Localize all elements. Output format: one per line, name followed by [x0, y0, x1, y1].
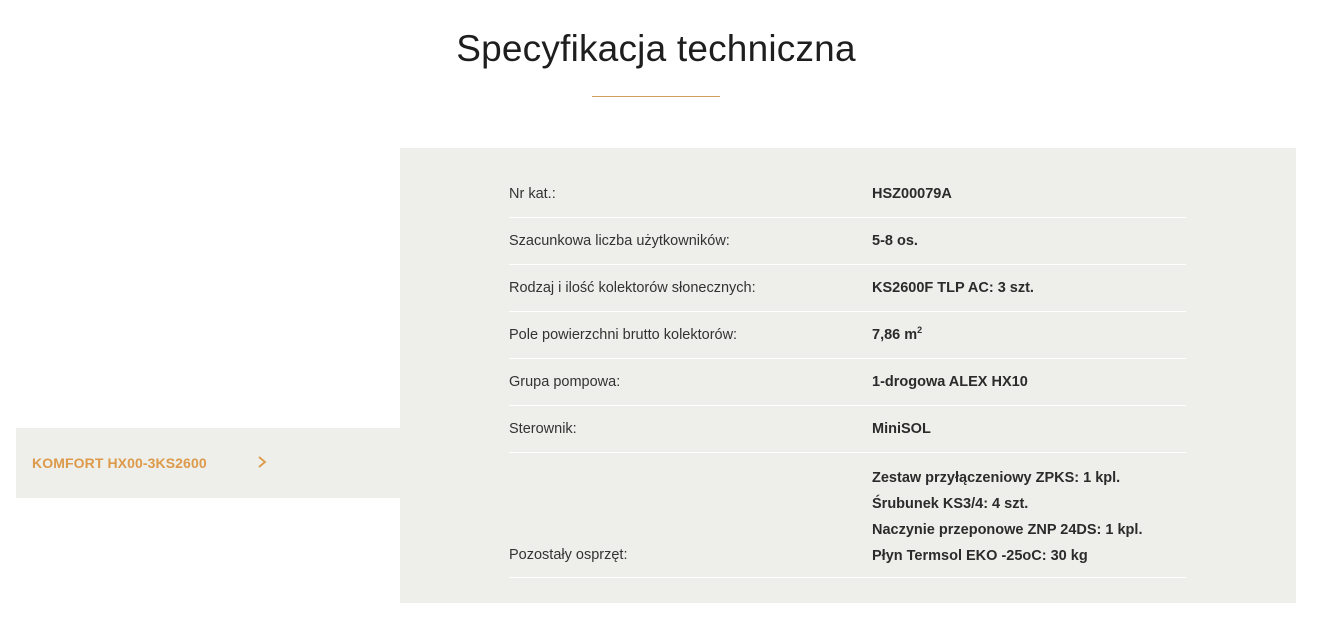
spec-value-list — [872, 453, 1186, 569]
spec-value: 1-drogowa ALEX HX10 — [872, 374, 1028, 390]
spec-value: HSZ00079A — [872, 185, 952, 202]
spec-row-pump-group — [509, 359, 1186, 406]
spec-row-area — [509, 312, 1186, 359]
equipment-item: Płyn Termsol EKO -25oC: 30 kg — [872, 548, 1088, 564]
product-tab-label: KOMFORT HX00-3KS2600 — [32, 455, 207, 471]
spec-label: Pole powierzchni brutto kolektorów: — [509, 327, 738, 343]
product-tab-komfort-hx00-3ks2600[interactable] — [16, 428, 400, 498]
spec-value: MiniSOL — [872, 421, 931, 437]
spec-label: Rodzaj i ilość kolektorów słonecznych: — [509, 280, 756, 296]
spec-value-superscript: 2 — [917, 325, 923, 336]
spec-row-controller — [509, 406, 1186, 453]
page-title: Specyfikacja techniczna — [456, 28, 856, 69]
spec-value: KS2600F TLP AC: 3 szt. — [872, 280, 1034, 296]
spec-value: 5-8 os. — [872, 233, 918, 249]
spec-row-collectors — [509, 265, 1186, 312]
spec-row-other-equipment — [509, 453, 1186, 578]
equipment-item: Zestaw przyłączeniowy ZPKS: 1 kpl. — [872, 470, 1121, 486]
spec-label: Nr kat.: — [509, 185, 556, 202]
equipment-item: Śrubunek KS3/4: 4 szt. — [872, 496, 1029, 512]
spec-row-users — [509, 218, 1186, 265]
spec-table — [509, 148, 1186, 578]
spec-label: Pozostały osprzęt: — [509, 547, 628, 563]
equipment-item: Naczynie przeponowe ZNP 24DS: 1 kpl. — [872, 522, 1143, 538]
spec-value-text: 7,86 m — [872, 327, 918, 343]
spec-label: Szacunkowa liczba użytkowników: — [509, 233, 730, 249]
title-underline — [592, 96, 720, 97]
spec-row-catalog-number — [509, 148, 1186, 218]
spec-panel — [400, 148, 1296, 603]
chevron-right-icon — [256, 454, 268, 470]
spec-label: Sterownik: — [509, 421, 577, 437]
spec-label: Grupa pompowa: — [509, 374, 621, 390]
spec-value — [872, 327, 1186, 343]
